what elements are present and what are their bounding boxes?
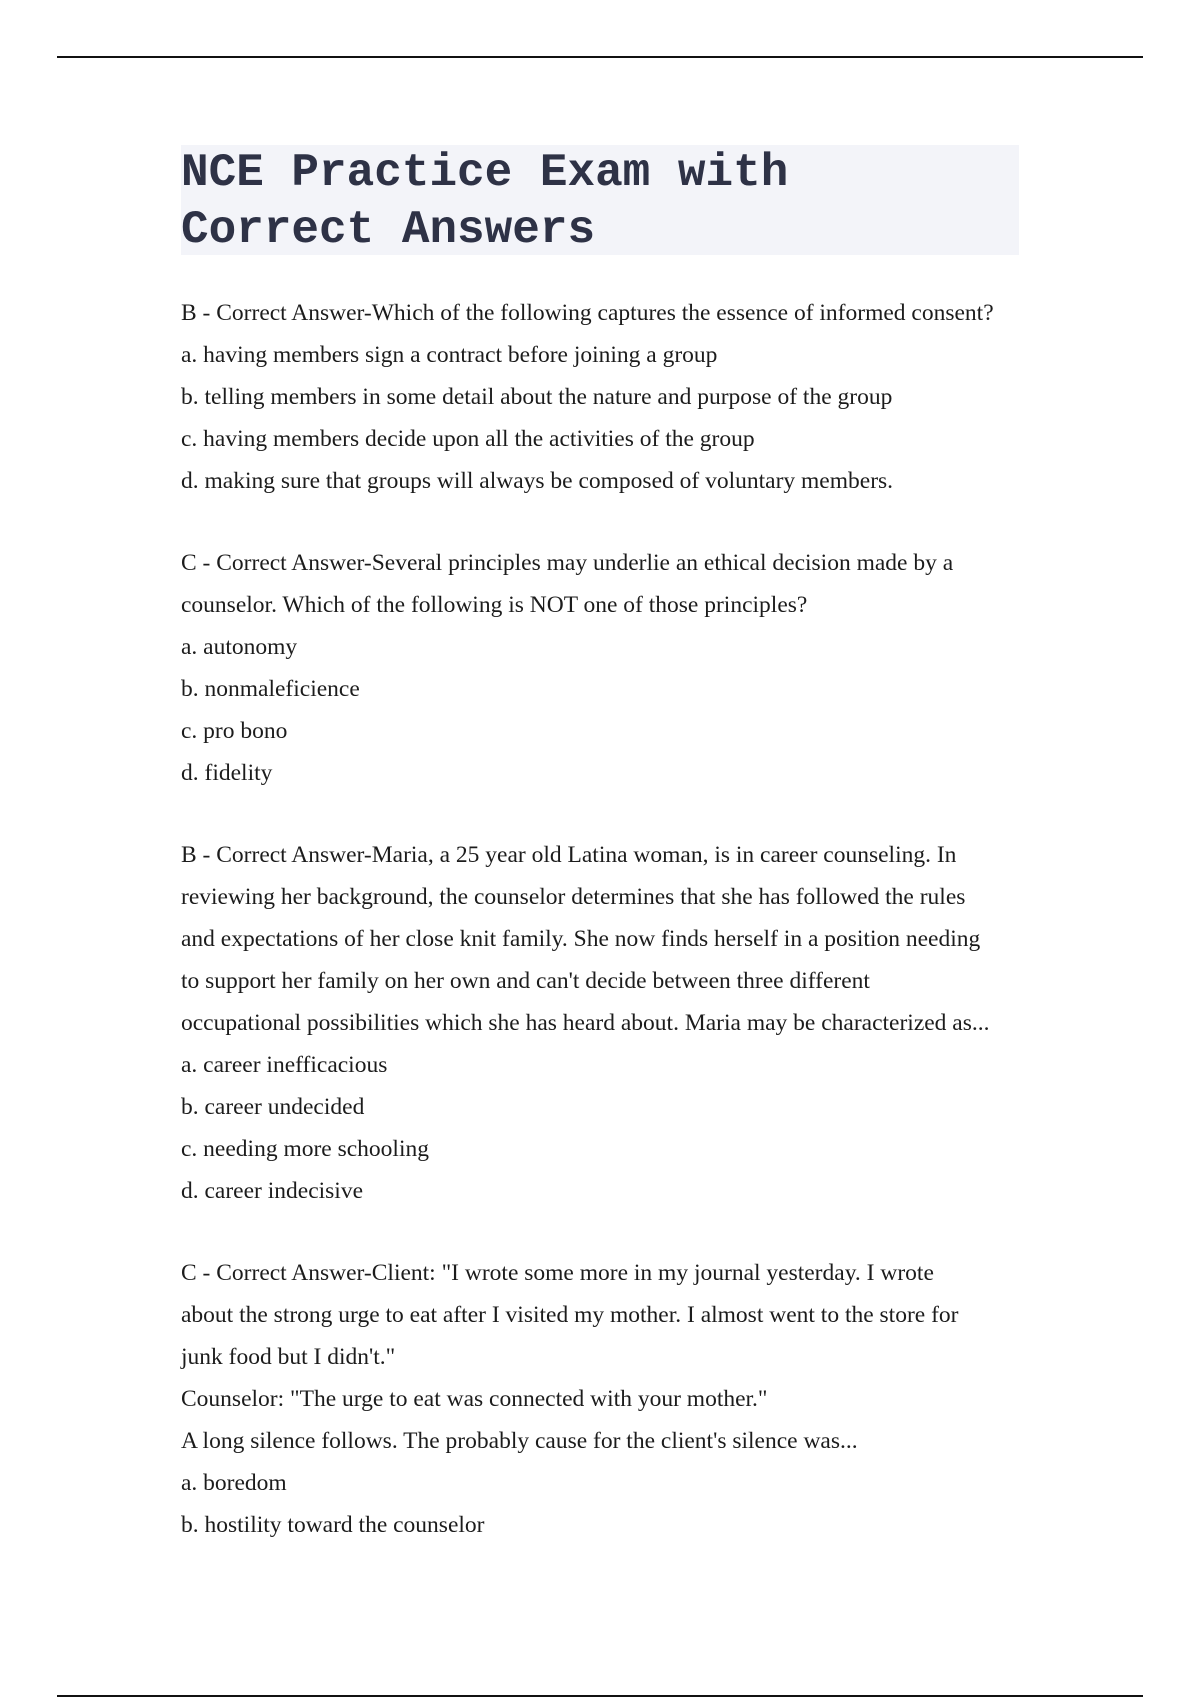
question-text-line: counselor. Which of the following is NOT one of those principles?	[181, 592, 808, 618]
document-title-line-1: NCE Practice Exam with	[181, 147, 789, 199]
answer-option: a. having members sign a contract before joining a group	[181, 342, 718, 368]
question-block-1	[181, 292, 1041, 502]
answer-option: b. hostility toward the counselor	[181, 1512, 485, 1538]
question-text-line: B - Correct Answer-Maria, a 25 year old Latina woman, is in career counseling. In	[181, 842, 957, 868]
page-top-rule	[57, 56, 1143, 58]
question-text-line: occupational possibilities which she has heard about. Maria may be characterized as...	[181, 1010, 990, 1036]
answer-option: a. autonomy	[181, 634, 298, 660]
answer-option: a. boredom	[181, 1470, 287, 1496]
document-title-line-2: Correct Answers	[181, 204, 596, 256]
title-block	[181, 145, 1019, 255]
question-text-line: C - Correct Answer-Client: "I wrote some more in my journal yesterday. I wrote	[181, 1260, 934, 1286]
question-text-line: C - Correct Answer-Several principles may underlie an ethical decision made by a	[181, 550, 954, 576]
answer-option: b. telling members in some detail about the nature and purpose of the group	[181, 384, 893, 410]
answer-option: c. needing more schooling	[181, 1136, 429, 1162]
answer-option: c. having members decide upon all the activities of the group	[181, 426, 755, 452]
question-block-2	[181, 542, 1041, 794]
answer-option: b. nonmaleficience	[181, 676, 360, 702]
question-text-line: to support her family on her own and can't decide between three different	[181, 968, 870, 994]
answer-option: a. career inefficacious	[181, 1052, 388, 1078]
answer-option: d. making sure that groups will always be composed of voluntary members.	[181, 468, 894, 494]
question-text-line: reviewing her background, the counselor determines that she has followed the rules	[181, 884, 966, 910]
question-list	[181, 292, 1041, 1586]
page-bottom-rule	[57, 1695, 1143, 1697]
question-block-4	[181, 1252, 1041, 1546]
question-text-line: junk food but I didn't."	[181, 1344, 396, 1370]
question-block-3	[181, 834, 1041, 1212]
question-text-line: A long silence follows. The probably cause for the client's silence was...	[181, 1428, 858, 1454]
question-text-line: Counselor: "The urge to eat was connected with your mother."	[181, 1386, 768, 1412]
answer-option: c. pro bono	[181, 718, 288, 744]
question-text-line: about the strong urge to eat after I visited my mother. I almost went to the store for	[181, 1302, 959, 1328]
question-text-line: B - Correct Answer-Which of the following captures the essence of informed consent?	[181, 300, 994, 326]
answer-option: b. career undecided	[181, 1094, 365, 1120]
answer-option: d. fidelity	[181, 760, 273, 786]
answer-option: d. career indecisive	[181, 1178, 364, 1204]
question-text-line: and expectations of her close knit family. She now finds herself in a position needing	[181, 926, 981, 952]
